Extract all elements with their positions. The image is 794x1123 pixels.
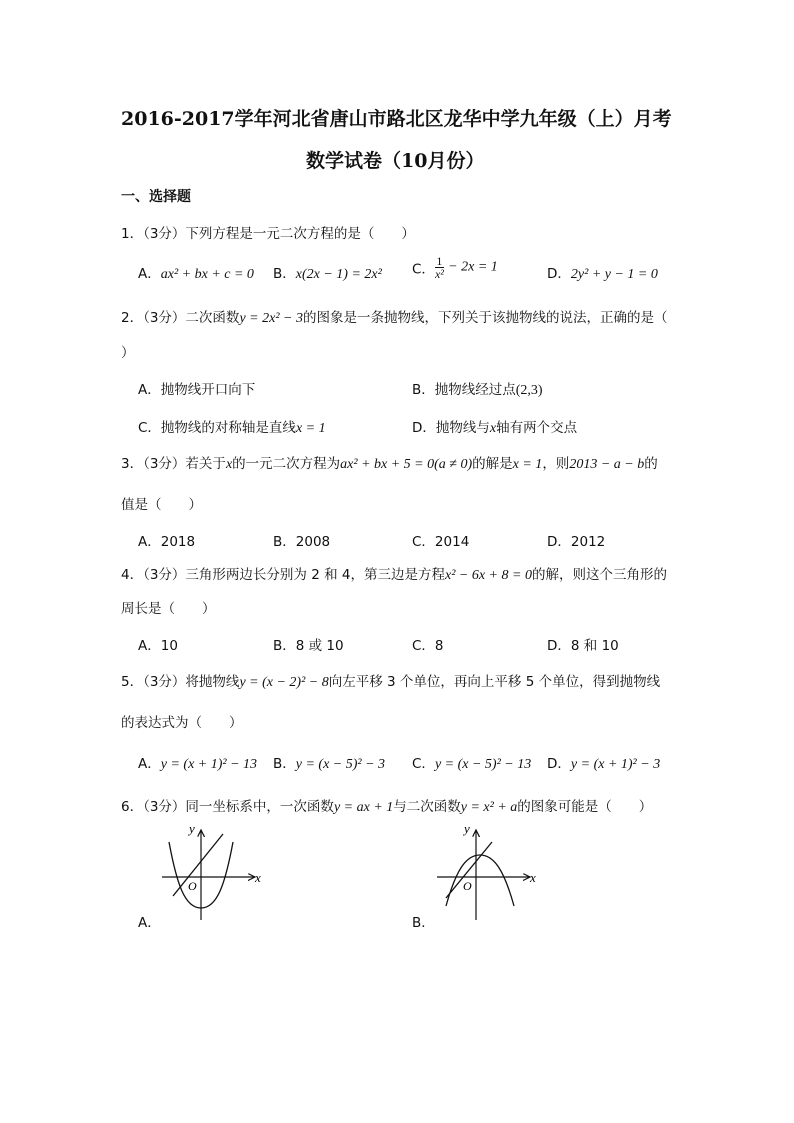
q1-c-label: C．: [412, 261, 435, 278]
q1-option-a: [138, 262, 254, 283]
doc-title-line1: 2016-2017学年河北省唐山市路北区龙华中学九年级（上）月考: [121, 108, 672, 130]
q3-stem-line2: 值是（ ）: [121, 497, 202, 513]
q1-d-expr: 2y² + y − 1 = 0: [570, 267, 658, 282]
q1-option-d: [547, 262, 658, 283]
q2-c-expr: x = 1: [295, 421, 326, 436]
q1-d-label: D．: [547, 266, 571, 282]
q3-stem-mid2: 的解是: [472, 456, 513, 472]
q4-option-a: A．10: [138, 638, 178, 654]
q1-option-b: [273, 262, 382, 283]
q4-stem-post: 的解，则这个三角形的: [531, 567, 667, 583]
q3-option-c: C．2014: [412, 534, 470, 550]
q2-option-d: [412, 416, 577, 437]
q5-c-expr: y = (x − 5)² − 13: [434, 757, 532, 772]
q5-option-b: [273, 752, 385, 773]
q3-stem-expr: ax² + bx + 5 = 0(a ≠ 0): [340, 457, 473, 472]
q2-stem-post: 的图象是一条抛物线，下列关于该抛物线的说法，正确的是（: [302, 310, 668, 326]
q2-b-text: B．抛物线经过点: [412, 382, 516, 398]
q3-stem-expr2: 2013 − a − b: [569, 457, 645, 472]
q1-c-numerator: 1: [436, 254, 443, 268]
q5-option-d: [547, 752, 660, 773]
q3-option-d: D．2012: [547, 534, 606, 550]
q4-stem: [121, 563, 667, 584]
q4-option-c: C．8: [412, 638, 444, 654]
q6-stem-pre: 6．（3分）同一坐标系中，一次函数: [121, 799, 334, 815]
q6-option-a-label: A．: [138, 915, 161, 931]
q5-a-label: A．: [138, 756, 161, 772]
q6-stem-mid: 与二次函数: [393, 799, 461, 815]
q6-stem: [121, 795, 652, 816]
q5-stem: [121, 670, 660, 691]
q3-stem-pre: 3．（3分）若关于: [121, 456, 226, 472]
q3-stem: [121, 452, 658, 473]
q1-b-label: B．: [273, 266, 296, 282]
q3-option-b: B．2008: [273, 534, 331, 550]
q2-b-expr: (2,3): [515, 383, 543, 398]
q6-stem-expr1: y = ax + 1: [333, 800, 394, 815]
q4-stem-expr: x² − 6x + 8 = 0: [444, 568, 532, 583]
q6-graph-a: [155, 820, 275, 925]
q5-d-label: D．: [547, 756, 571, 772]
q6-stem-post: 的图象可能是（ ）: [517, 799, 653, 815]
q6-b-origin-label: O: [463, 879, 472, 893]
q1-stem: 1．（3分）下列方程是一元二次方程的是（ ）: [121, 226, 415, 242]
q1-c-denominator: x²: [434, 267, 444, 281]
q1-c-rest: − 2x = 1: [448, 259, 498, 275]
q4-stem-pre: 4．（3分）三角形两边长分别为 2 和 4，第三边是方程: [121, 567, 445, 583]
q2-stem-line2: ）: [121, 345, 135, 361]
q3-stem-mid3: ，则: [542, 456, 570, 472]
q4-option-b: B．8 或 10: [273, 638, 344, 654]
q3-stem-sol: x = 1: [512, 457, 543, 472]
q4-stem-line2: 周长是（ ）: [121, 601, 216, 617]
q2-option-b: [412, 378, 543, 399]
q3-option-a: A．2018: [138, 534, 196, 550]
q5-b-expr: y = (x − 5)² − 3: [295, 757, 386, 772]
q6-b-y-label: y: [464, 821, 470, 836]
q6-b-x-label: x: [530, 870, 536, 885]
q6-b-parabola: [446, 855, 514, 906]
q3-stem-var: x: [225, 457, 233, 472]
q3-stem-post: 的: [644, 456, 658, 472]
q1-a-expr: ax² + bx + c = 0: [160, 267, 254, 282]
q6-option-b-label: B．: [412, 915, 435, 931]
q2-d-post: 轴有两个交点: [496, 420, 578, 436]
q6-a-x-label: x: [255, 870, 261, 885]
q3-stem-mid: 的一元二次方程为: [232, 456, 341, 472]
q6-a-origin-label: O: [188, 879, 197, 893]
q1-a-label: A．: [138, 266, 161, 282]
q5-stem-line2: 的表达式为（ ）: [121, 715, 243, 731]
q2-option-a: A．抛物线开口向下: [138, 382, 256, 398]
q5-a-expr: y = (x + 1)² − 13: [160, 757, 258, 772]
q5-stem-expr: y = (x − 2)² − 8: [239, 675, 329, 690]
q5-c-label: C．: [412, 756, 435, 772]
q6-a-line: [173, 834, 223, 896]
q5-option-c: [412, 752, 531, 773]
q5-stem-post: 向左平移 3 个单位，再向上平移 5 个单位，得到抛物线: [328, 674, 661, 690]
q5-b-label: B．: [273, 756, 296, 772]
q2-stem: [121, 306, 667, 327]
q2-d-pre: D．抛物线与: [412, 420, 490, 436]
q2-d-var: x: [489, 421, 497, 436]
q4-option-d: D．8 和 10: [547, 638, 619, 654]
doc-title-line2: 数学试卷（10月份）: [306, 150, 485, 172]
q2-c-text: C．抛物线的对称轴是直线: [138, 420, 296, 436]
q1-c-fraction: [435, 255, 444, 280]
q1-option-c: [412, 255, 498, 280]
q6-graph-b: [430, 820, 550, 925]
q2-stem-pre: 2．（3分）二次函数: [121, 310, 240, 326]
q6-stem-expr2: y = x² + a: [460, 800, 518, 815]
q6-a-y-label: y: [189, 821, 195, 836]
q1-b-expr: x(2x − 1) = 2x²: [295, 267, 382, 282]
q2-option-c: [138, 416, 326, 437]
section-heading: 一、选择题: [121, 189, 191, 205]
q5-option-a: [138, 752, 257, 773]
q5-d-expr: y = (x + 1)² − 3: [570, 757, 661, 772]
q5-stem-pre: 5．（3分）将抛物线: [121, 674, 240, 690]
q2-stem-expr: y = 2x² − 3: [239, 311, 303, 326]
